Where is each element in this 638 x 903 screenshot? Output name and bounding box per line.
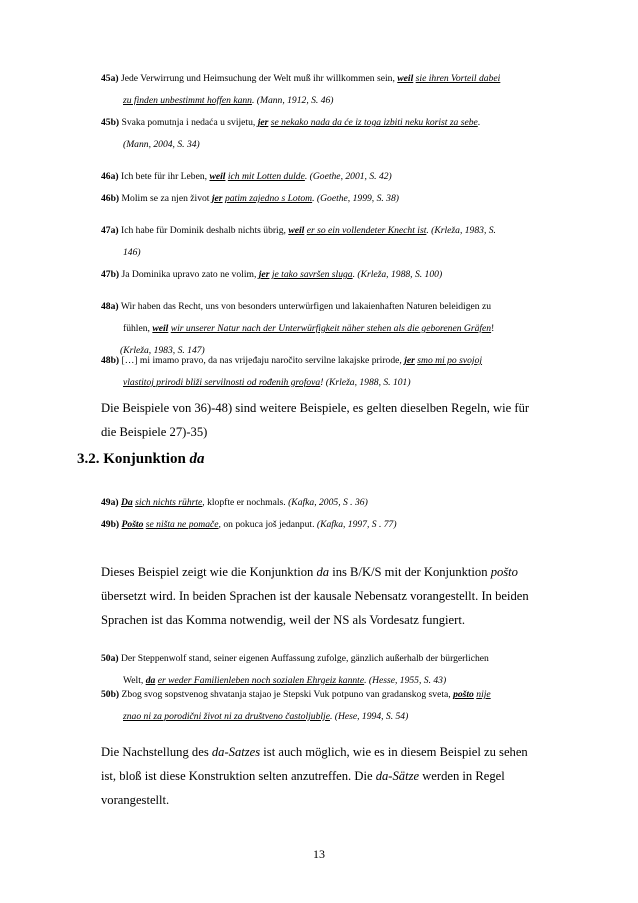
example-text: […] mi imamo pravo, da nas vrijeđaju naročito servilne lakajske prirode, (121, 355, 402, 366)
example-text: , klopfte er nochmals. (202, 497, 286, 508)
citation: (Kafka, 1997, S . 77) (316, 519, 397, 530)
example-text: Molim se za njen život (121, 193, 210, 204)
example-46a (101, 166, 558, 188)
conjunction: pošto (453, 689, 474, 700)
punctuation: ! (491, 323, 495, 334)
text-span: ins B/K/S mit der Konjunktion (329, 565, 491, 579)
clause: se nekako nada da će iz toga izbiti neku korist za sebe (270, 117, 478, 128)
conjunction: jer (211, 193, 223, 204)
paragraph (101, 740, 558, 812)
term: pošto (490, 565, 518, 579)
example-label: 49a) (101, 497, 119, 508)
example-label: 47a) (101, 225, 119, 236)
example-text: Jede Verwirrung und Heimsuchung der Welt muß ihr willkommen sein, (121, 73, 395, 84)
citation: . (Krleža, 1983, S. (426, 225, 496, 236)
text-span: Die Nachstellung des (101, 745, 212, 759)
clause: er so ein vollendeter Knecht ist (306, 225, 427, 236)
example-text: Svaka pomutnja i nedaća u svijetu, (121, 117, 256, 128)
paragraph-line: übersetzt wird. In beiden Sprachen ist der kausale Nebensatz vorangestellt. In beiden (101, 589, 529, 603)
example-45b (101, 112, 558, 156)
clause: zu finden unbestimmt hoffen kann (123, 95, 252, 106)
example-text: Ja Dominika upravo zato ne volim, (121, 269, 257, 280)
clause: sie ihren Vorteil dabei (415, 73, 501, 84)
example-label: 50a) (101, 653, 119, 664)
paragraph-line: Die Beispiele von 36)-48) sind weitere Beispiele, es gelten dieselben Regeln, wie für (101, 401, 530, 415)
example-label: 50b) (101, 689, 120, 700)
heading-word: da (189, 451, 205, 467)
example-text: Zbog svog sopstvenog shvatanja stajao je Stepski Vuk potpuno van gradanskog sveta, (121, 689, 451, 700)
conjunction: weil (209, 171, 226, 182)
example-label: 46b) (101, 193, 120, 204)
paragraph-line: die Beispiele 27)-35) (101, 425, 208, 439)
example-label: 48a) (101, 301, 119, 312)
example-text: Ich habe für Dominik deshalb nichts übrig, (121, 225, 286, 236)
example-49a (101, 492, 558, 514)
citation: 146) (123, 247, 141, 258)
citation: . (Hesse, 1955, S. 43) (364, 675, 447, 686)
citation: . (Hese, 1994, S. 54) (329, 711, 409, 722)
example-text: Wir haben das Recht, uns von besonders unterwürfigen und lakaienhaften Naturen beleidigen zu (120, 301, 492, 312)
term: da (316, 565, 330, 579)
conjunction: weil (397, 73, 414, 84)
example-text: Ich bete für ihr Leben, (121, 171, 208, 182)
example-text: , on pokuca još jedanput. (218, 519, 315, 530)
citation: . (Krleža, 1988, S. 100) (352, 269, 443, 280)
page-number: 13 (313, 847, 325, 861)
citation: . (Goethe, 2001, S. 42) (304, 171, 392, 182)
conjunction: Pošto (121, 519, 144, 530)
text-span: Dieses Beispiel zeigt wie die Konjunktion (101, 565, 317, 579)
clause: sich nichts rührte (135, 497, 203, 508)
example-label: 46a) (101, 171, 119, 182)
clause: er weder Familienleben noch sozialen Ehrgeiz kannte (157, 675, 365, 686)
example-label: 45a) (101, 73, 119, 84)
example-47b (101, 264, 558, 286)
example-45a (101, 68, 558, 112)
example-text: Welt, (123, 675, 144, 686)
example-text: Der Steppenwolf stand, seiner eigenen Auffassung zufolge, gänzlich außerhalb der bürgerlichen (121, 653, 489, 664)
conjunction: Da (121, 497, 133, 508)
citation: . (Goethe, 1999, S. 38) (312, 193, 399, 204)
citation: (Krleža, 1983, S. 147) (120, 345, 205, 356)
section-heading (77, 451, 205, 468)
clause: vlastitoj prirodi bliži servilnosti od rođenih grofova (123, 377, 321, 388)
paragraph-line (101, 764, 558, 788)
clause: ich mit Lotten dulde (227, 171, 305, 182)
example-label: 48b) (101, 355, 120, 366)
conjunction: jer (404, 355, 415, 366)
citation: (Mann, 2004, S. 34) (123, 139, 200, 150)
paragraph-line (101, 740, 558, 764)
example-label: 49b) (101, 519, 120, 530)
citation: . (Mann, 1912, S. 46) (251, 95, 334, 106)
term: da-Sätze (375, 769, 420, 783)
example-label: 45b) (101, 117, 120, 128)
text-span: ist auch möglich, wie es in diesem Beispiel zu sehen (260, 745, 528, 759)
heading-number: 3.2. Konjunktion (77, 451, 190, 467)
clause: je tako savršen sluga (271, 269, 353, 280)
paragraph-line (101, 560, 558, 584)
clause: patim zajedno s Lotom (224, 193, 313, 204)
conjunction: jer (258, 269, 270, 280)
clause: smo mi po svojoj (417, 355, 483, 366)
text-span: ist, bloß ist diese Konstruktion selten anzutreffen. Die (101, 769, 376, 783)
conjunction: da (145, 675, 156, 686)
example-46b (101, 188, 558, 210)
paragraph (101, 560, 558, 632)
conjunction: weil (152, 323, 169, 334)
citation: (Kafka, 2005, S . 36) (288, 497, 368, 508)
punctuation: . (477, 117, 481, 128)
example-48b (101, 350, 558, 394)
text-span: werden in Regel (419, 769, 505, 783)
clause: se ništa ne pomače (145, 519, 219, 530)
citation: ! (Krleža, 1988, S. 101) (320, 377, 411, 388)
paragraph (101, 396, 558, 444)
example-50b (101, 684, 558, 728)
clause: wir unserer Natur nach der Unterwürfigkeit näher stehen als die geborenen Gräfen (170, 323, 492, 334)
paragraph-line: Sprachen ist das Komma notwendig, weil der NS als Vordesatz fungiert. (101, 613, 465, 627)
example-label: 47b) (101, 269, 120, 280)
conjunction: jer (257, 117, 269, 128)
example-47a (101, 220, 558, 264)
paragraph-line: vorangestellt. (101, 793, 170, 807)
conjunction: weil (288, 225, 305, 236)
term: da-Satzes (211, 745, 261, 759)
clause: nije (476, 689, 491, 700)
example-49b (101, 514, 558, 536)
clause: znao ni za porodični život ni za društveno častoljublje (123, 711, 330, 722)
example-text: fühlen, (123, 323, 150, 334)
